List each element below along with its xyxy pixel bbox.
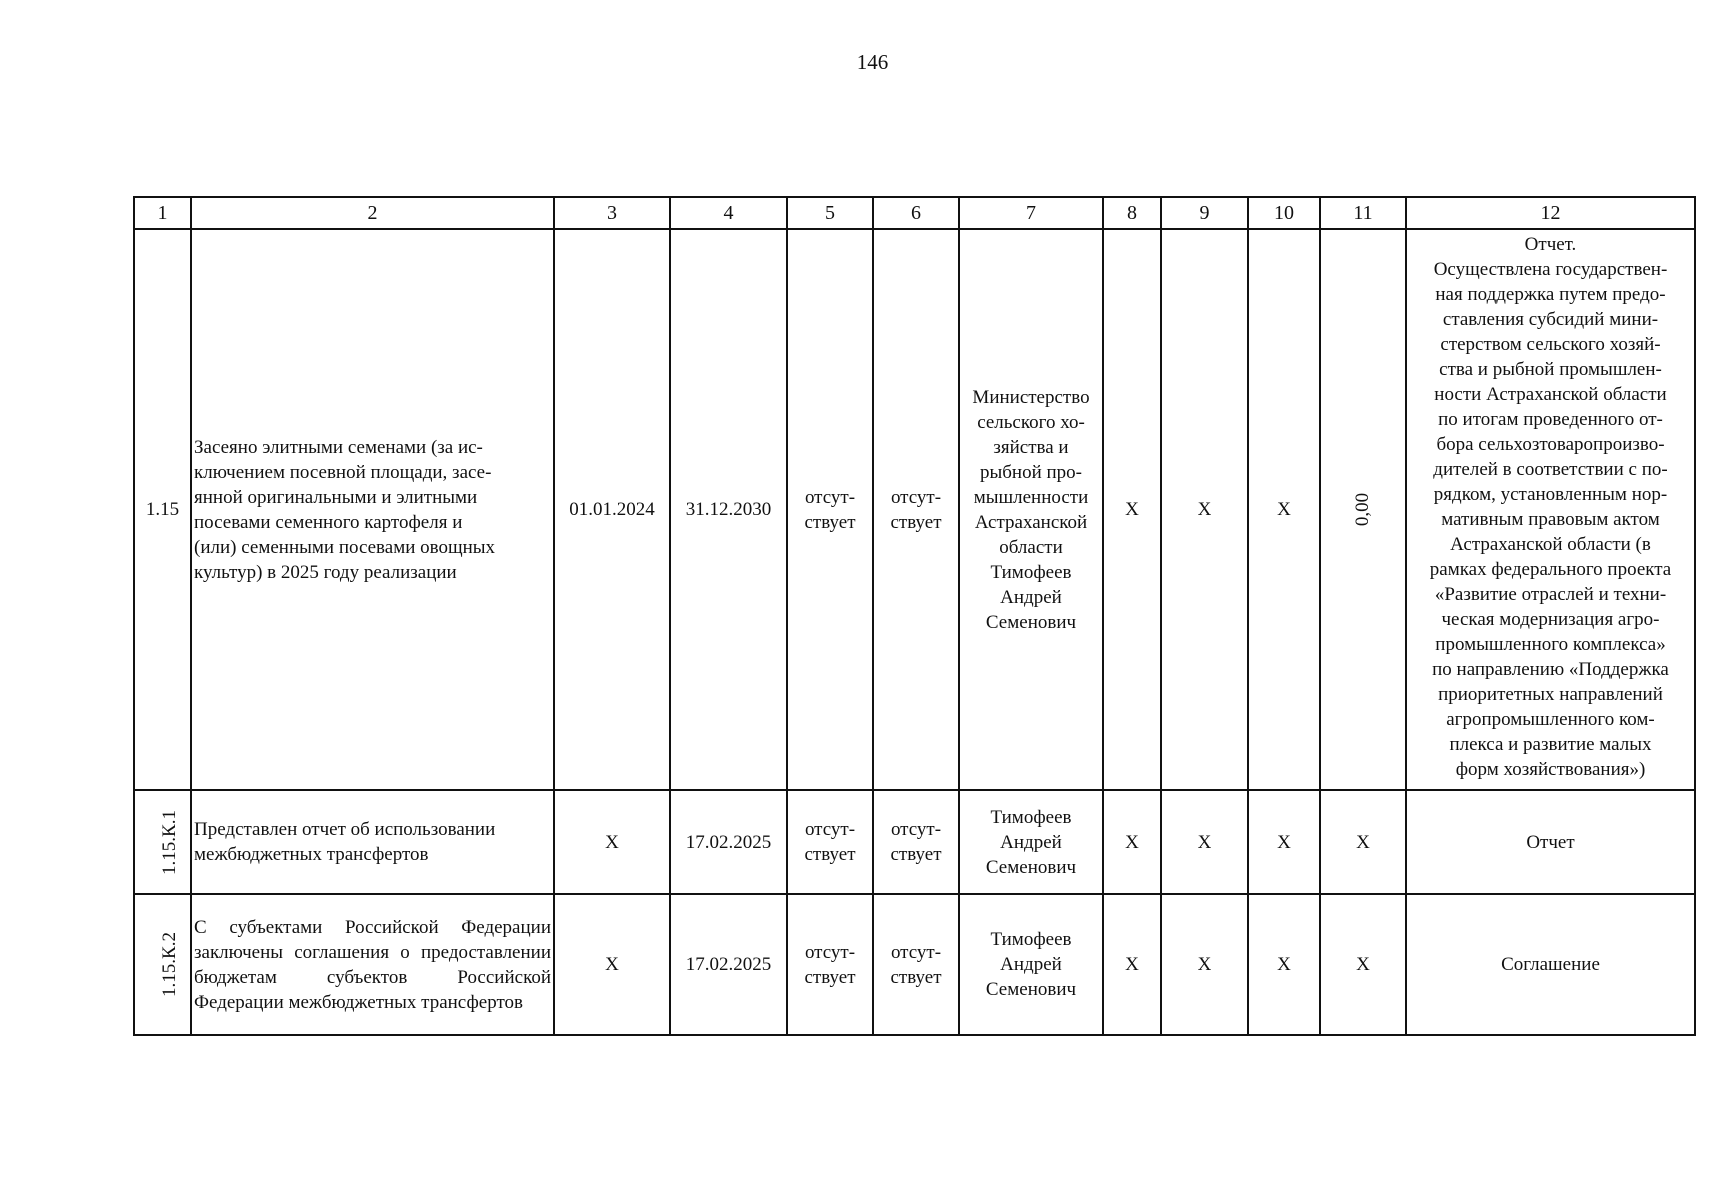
table-row bbox=[134, 229, 1695, 790]
rotated-id: 1.15.К.2 bbox=[158, 932, 180, 997]
row-start-date: Х bbox=[554, 894, 670, 1035]
column-header: 11 bbox=[1320, 197, 1406, 229]
column-header: 1 bbox=[134, 197, 191, 229]
row-start-date: Х bbox=[554, 790, 670, 894]
row-description: Засеяно элитными семенами (за ис- ключением посевной площади, засе- янной оригинальными и элитными посевами семенного картофеля и (или) семенными посевами овощных культур) в 2025 году реализации bbox=[191, 229, 554, 790]
row-col11: Х bbox=[1320, 894, 1406, 1035]
row-col8: Х bbox=[1103, 229, 1161, 790]
row-col11 bbox=[1320, 229, 1406, 790]
row-col9: Х bbox=[1161, 790, 1248, 894]
row-end-date: 31.12.2030 bbox=[670, 229, 787, 790]
column-header: 10 bbox=[1248, 197, 1320, 229]
row-col5: отсут- ствует bbox=[787, 894, 873, 1035]
table-row bbox=[134, 894, 1695, 1035]
column-header: 12 bbox=[1406, 197, 1695, 229]
row-col6: отсут- ствует bbox=[873, 229, 959, 790]
column-header: 4 bbox=[670, 197, 787, 229]
column-header: 9 bbox=[1161, 197, 1248, 229]
row-col6: отсут- ствует bbox=[873, 790, 959, 894]
row-end-date: 17.02.2025 bbox=[670, 894, 787, 1035]
rotated-value: 0,00 bbox=[1352, 492, 1374, 527]
rotated-id: 1.15.К.1 bbox=[158, 809, 180, 875]
row-col10: Х bbox=[1248, 894, 1320, 1035]
column-header: 3 bbox=[554, 197, 670, 229]
row-description: С субъектами Российской Федерации заключены соглашения о предоставлении бюджетам субъектов Российской Федерации межбюджетных трансфертов bbox=[191, 894, 554, 1035]
row-col8: Х bbox=[1103, 790, 1161, 894]
row-responsible: Министерство сельского хо- зяйства и рыбной про- мышленности Астраханской области Тимофеев Андрей Семенович bbox=[959, 229, 1103, 790]
row-result: Отчет. Осуществлена государствен- ная поддержка путем предо- ставления субсидий мини- стерством сельского хозяй- ства и рыбной промышлен- ности Астраханской области по итогам проведенного от- бора сельхозтоваропроизво- дителей в соответствии с по- рядком, установленным нор- мативным правовым актом Астраханской области (в рамках федерального проекта «Развитие отраслей и техни- ческая модернизация агро- промышленного комплекса» по направлению «Поддержка приоритетных направлений агропромышленного ком- плекса и развитие малых форм хозяйствования») bbox=[1406, 229, 1695, 790]
column-header: 6 bbox=[873, 197, 959, 229]
column-header: 5 bbox=[787, 197, 873, 229]
table-row bbox=[134, 790, 1695, 894]
row-col5: отсут- ствует bbox=[787, 229, 873, 790]
row-id: 1.15 bbox=[134, 229, 191, 790]
row-result: Отчет bbox=[1406, 790, 1695, 894]
row-responsible: Тимофеев Андрей Семенович bbox=[959, 894, 1103, 1035]
row-col8: Х bbox=[1103, 894, 1161, 1035]
column-header: 2 bbox=[191, 197, 554, 229]
row-responsible: Тимофеев Андрей Семенович bbox=[959, 790, 1103, 894]
row-col6: отсут- ствует bbox=[873, 894, 959, 1035]
row-end-date: 17.02.2025 bbox=[670, 790, 787, 894]
column-header: 7 bbox=[959, 197, 1103, 229]
report-table bbox=[133, 196, 1696, 1036]
row-col11: Х bbox=[1320, 790, 1406, 894]
row-id bbox=[134, 894, 191, 1035]
table-header-row bbox=[134, 197, 1695, 229]
row-col5: отсут- ствует bbox=[787, 790, 873, 894]
row-id bbox=[134, 790, 191, 894]
column-header: 8 bbox=[1103, 197, 1161, 229]
row-description: Представлен отчет об использовании межбюджетных трансфертов bbox=[191, 790, 554, 894]
row-col10: Х bbox=[1248, 229, 1320, 790]
row-col9: Х bbox=[1161, 894, 1248, 1035]
row-col9: Х bbox=[1161, 229, 1248, 790]
row-result: Соглашение bbox=[1406, 894, 1695, 1035]
row-col10: Х bbox=[1248, 790, 1320, 894]
page-number: 146 bbox=[856, 50, 889, 74]
row-start-date: 01.01.2024 bbox=[554, 229, 670, 790]
